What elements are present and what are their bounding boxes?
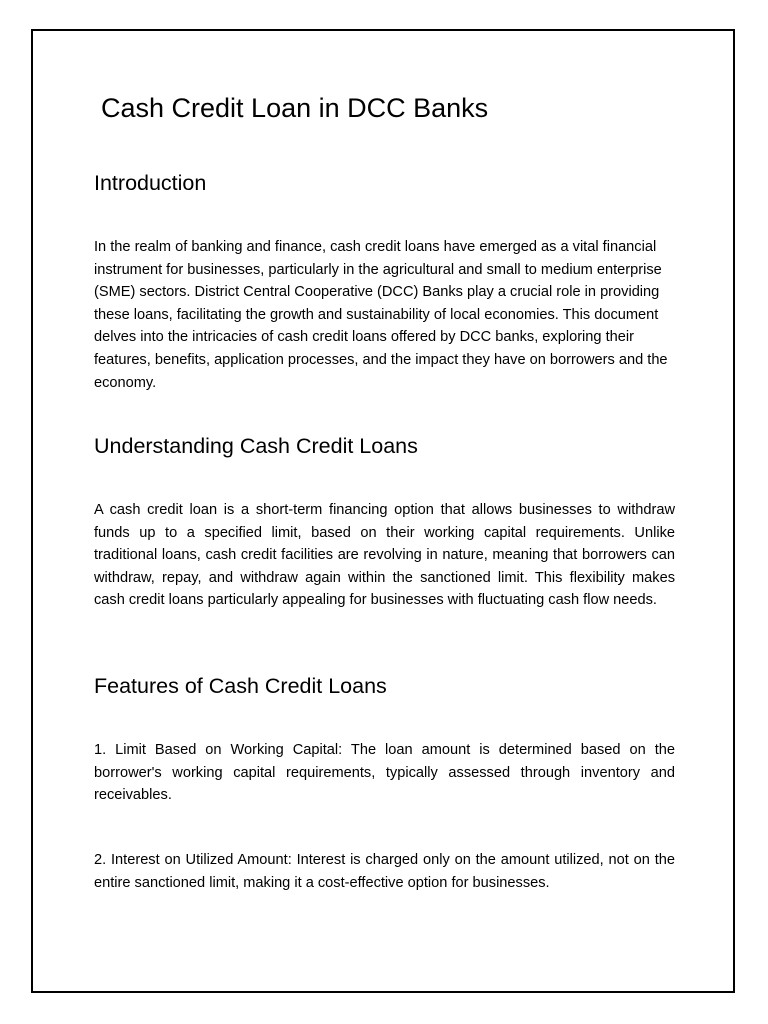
introduction-paragraph: In the realm of banking and finance, cash credit loans have emerged as a vital financial instrument for businesses, particularly in the agricultural and small to medium enterprise (SME) sectors. District Central Cooperative (DCC) Banks play a crucial role in providing these loans, facilitating the growth and sustainability of local economies. This document delves into the intricacies of cash credit loans offered by DCC banks, exploring their features, benefits, application processes, and the impact they have on borrowers and the economy. <box>94 239 668 391</box>
feature-item-1: 1. Limit Based on Working Capital: The loan amount is determined based on the borrower's working capital requirements, typically assessed through inventory and receivables. <box>94 742 675 804</box>
section-heading-introduction: Introduction <box>94 171 207 195</box>
understanding-paragraph: A cash credit loan is a short-term financing option that allows businesses to withdraw funds up to a specified limit, based on their working capital requirements. Unlike traditional loans, cash credit facilities are revolving in nature, meaning that borrowers can withdraw, repay, and withdraw again within the sanctioned limit. This flexibility makes cash credit loans particularly appealing for businesses with fluctuating cash flow needs. <box>94 502 675 609</box>
section-heading-understanding: Understanding Cash Credit Loans <box>94 434 418 458</box>
feature-item-2: 2. Interest on Utilized Amount: Interest is charged only on the amount utilized, not on the entire sanctioned limit, making it a cost-effective option for businesses. <box>94 852 675 891</box>
document-page <box>31 29 735 993</box>
document-title: Cash Credit Loan in DCC Banks <box>101 93 489 123</box>
section-heading-features: Features of Cash Credit Loans <box>94 674 387 698</box>
